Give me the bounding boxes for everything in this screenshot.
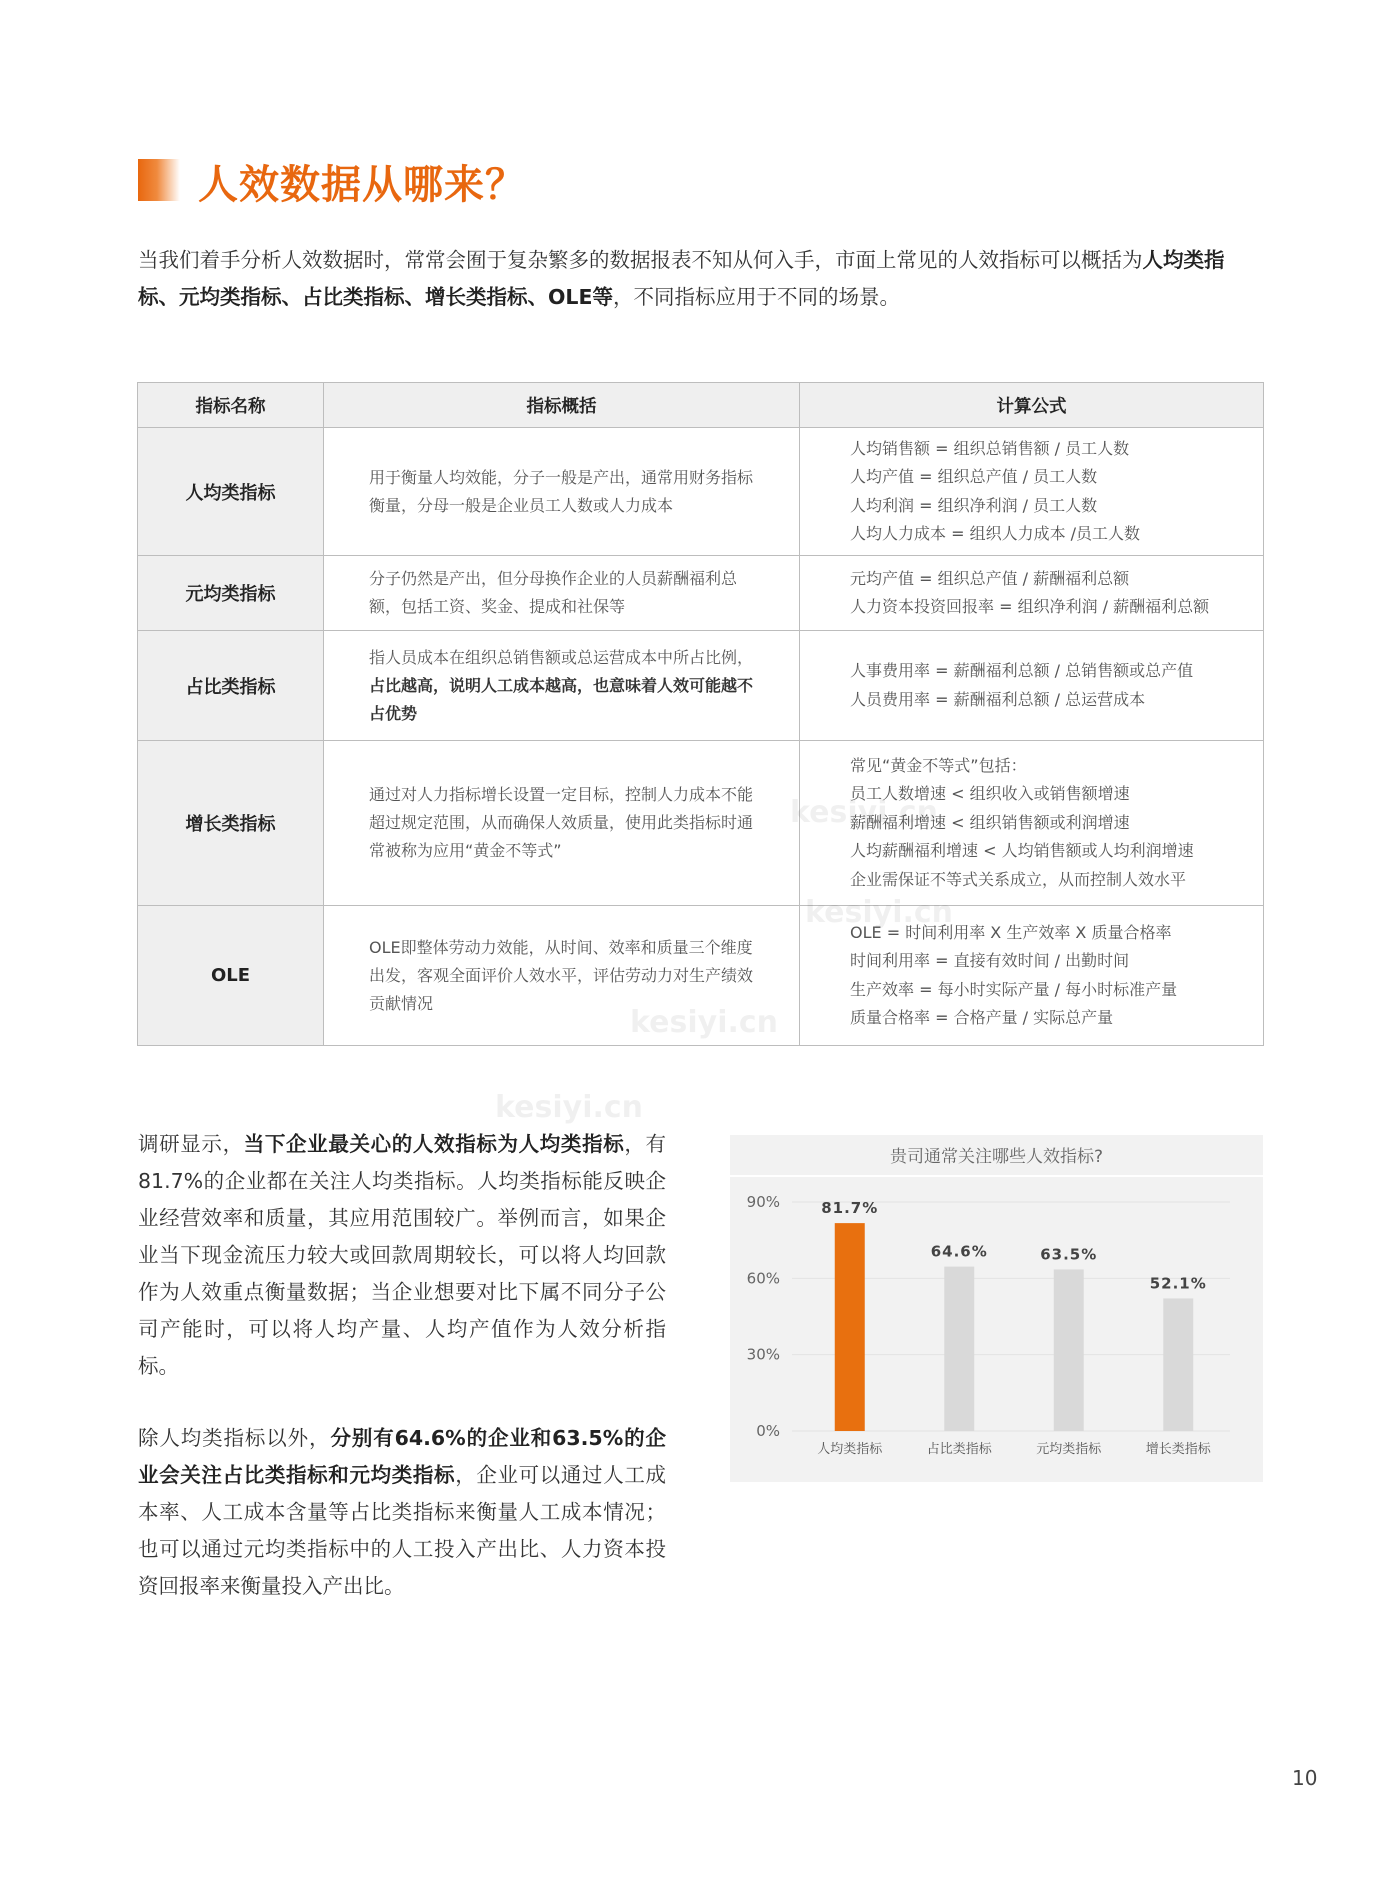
description-text: 分子仍然是产出，但分母换作企业的人员薪酬福利总额，包括工资、奖金、提成和社保等 bbox=[369, 569, 738, 616]
bar bbox=[1163, 1298, 1193, 1431]
y-tick-label: 0% bbox=[756, 1422, 780, 1440]
page-title: 人效数据从哪来？ bbox=[198, 162, 526, 208]
formula-line: 生产效率 = 每小时实际产量 / 每小时标准产量 bbox=[850, 979, 1178, 999]
metric-name-cell: 元均类指标 bbox=[138, 556, 324, 631]
description-text: 用于衡量人均效能，分子一般是产出，通常用财务指标衡量，分母一般是企业员工人数或人力成本 bbox=[369, 467, 754, 515]
para2-bold: 分别有64.6%的企业和63.5%的企业会关注占比类指标和元均类指标 bbox=[138, 1426, 666, 1487]
x-tick-label: 元均类指标 bbox=[1036, 1442, 1102, 1457]
description-text: OLE即整体劳动力效能，从时间、效率和质量三个维度出发，客观全面评价人效水平，评估劳动力对生产绩效贡献情况 bbox=[369, 937, 754, 1013]
survey-paragraph bbox=[138, 1126, 666, 1385]
metric-description-cell bbox=[324, 556, 800, 631]
y-tick-label: 30% bbox=[746, 1345, 780, 1364]
formula-line: 员工人数增速 < 组织收入或销售额增速 bbox=[850, 784, 1130, 804]
y-tick-label: 60% bbox=[746, 1269, 780, 1288]
metric-formula-cell bbox=[800, 906, 1264, 1046]
description-text: 指人员成本在组织总销售额或总运营成本中所占比例， bbox=[369, 647, 754, 667]
intro-paragraph bbox=[138, 242, 1263, 316]
x-tick-label: 占比类指标 bbox=[926, 1442, 992, 1457]
metric-description-cell bbox=[324, 906, 800, 1046]
table-row bbox=[138, 741, 1264, 906]
formula-line: 质量合格率 = 合格产量 / 实际总产量 bbox=[850, 1008, 1114, 1027]
table-row bbox=[138, 428, 1264, 556]
formula-line: 人均销售额 = 组织总销售额 / 员工人数 bbox=[850, 438, 1130, 458]
metric-formula-cell bbox=[800, 741, 1264, 906]
data-label: 52.1% bbox=[1149, 1274, 1207, 1293]
formula-line: 人力资本投资回报率 = 组织净利润 / 薪酬福利总额 bbox=[850, 597, 1210, 616]
x-tick-label: 人均类指标 bbox=[817, 1442, 883, 1457]
table-row bbox=[138, 631, 1264, 741]
formula-line: 人均薪酬福利增速 < 人均销售额或人均利润增速 bbox=[850, 841, 1194, 861]
para2-text-end: ，企业可以通过人工成本率、人工成本含量等占比类指标来衡量人工成本情况；也可以通过元均类指标中的人工投入产出比、人力资本投资回报率来衡量投入产出比。 bbox=[138, 1463, 666, 1598]
bar-chart bbox=[730, 1135, 1263, 1482]
watermark-text: kesiyi.cn bbox=[790, 795, 939, 830]
description-text: 占比越高，说明人工成本越高，也意味着人效可能越不占优势 bbox=[369, 675, 754, 723]
header-cell: 指标名称 bbox=[138, 383, 324, 428]
metric-name-cell: 增长类指标 bbox=[138, 741, 324, 906]
watermark-text: kesiyi.cn bbox=[495, 1090, 644, 1125]
para1-bold: 当下企业最关心的人效指标为人均类指标 bbox=[243, 1132, 625, 1156]
metric-name-cell: 占比类指标 bbox=[138, 631, 324, 741]
metric-formula-cell bbox=[800, 631, 1264, 741]
metric-description-cell bbox=[324, 631, 800, 741]
x-tick-label: 增长类指标 bbox=[1145, 1442, 1211, 1457]
formula-line: 元均产值 = 组织总产值 / 薪酬福利总额 bbox=[850, 568, 1130, 588]
bar bbox=[835, 1223, 865, 1431]
data-label: 63.5% bbox=[1040, 1245, 1098, 1264]
formula-line: 人事费用率 = 薪酬福利总额 / 总销售额或总产值 bbox=[850, 661, 1194, 680]
y-tick-label: 90% bbox=[746, 1193, 780, 1211]
bar bbox=[944, 1267, 974, 1431]
chart-canvas bbox=[730, 1135, 1263, 1482]
formula-line: 人均产值 = 组织总产值 / 员工人数 bbox=[850, 467, 1098, 486]
data-label: 81.7% bbox=[821, 1199, 879, 1218]
formula-line: 企业需保证不等式关系成立，从而控制人效水平 bbox=[850, 869, 1187, 889]
metric-formula-cell bbox=[800, 556, 1264, 631]
formula-line: 常见“黄金不等式”包括： bbox=[850, 755, 1027, 775]
formula-line: 人员费用率 = 薪酬福利总额 / 总运营成本 bbox=[850, 689, 1146, 709]
header-cell: 计算公式 bbox=[800, 383, 1264, 428]
metrics-table bbox=[137, 382, 1264, 1046]
watermark-text: kesiyi.cn bbox=[630, 1005, 779, 1040]
formula-line: 人均人力成本 = 组织人力成本 /员工人数 bbox=[850, 524, 1141, 543]
bar bbox=[1054, 1269, 1084, 1431]
intro-text: 当我们着手分析人效数据时，常常会囿于复杂繁多的数据报表不知从何入手，市面上常见的人效指标可以概括为 bbox=[138, 248, 1143, 272]
para2-text: 除人均类指标以外， bbox=[138, 1426, 331, 1450]
metric-name-cell: 人均类指标 bbox=[138, 428, 324, 556]
para1-text: 调研显示， bbox=[138, 1132, 244, 1156]
intro-text-end: ，不同指标应用于不同的场景。 bbox=[613, 285, 900, 309]
table-row bbox=[138, 556, 1264, 631]
formula-line: 薪酬福利增速 < 组织销售额或利润增速 bbox=[850, 812, 1130, 832]
header-cell: 指标概括 bbox=[324, 383, 800, 428]
data-label: 64.6% bbox=[930, 1242, 988, 1261]
formula-line: 人均利润 = 组织净利润 / 员工人数 bbox=[850, 495, 1098, 515]
intro-bold-text: 人均类指标、元均类指标、占比类指标、增长类指标、OLE等 bbox=[138, 248, 1225, 309]
watermark-text: kesiyi.cn bbox=[805, 895, 954, 930]
table-header-row bbox=[138, 383, 1264, 428]
formula-line: 时间利用率 = 直接有效时间 / 出勤时间 bbox=[850, 951, 1130, 970]
formula-line: OLE = 时间利用率 X 生产效率 X 质量合格率 bbox=[850, 922, 1172, 942]
metric-formula-cell bbox=[800, 428, 1264, 556]
metric-description-cell bbox=[324, 741, 800, 906]
para1-text-end: ，有81.7%的企业都在关注人均类指标。人均类指标能反映企业经营效率和质量，其应用范围较广。举例而言，如果企业当下现金流压力较大或回款周期较长，可以将人均回款作为人效重点衡量数据；当企业想要对比下属不同分子公司产能时，可以将人均产量、人均产值作为人效分析指标。 bbox=[138, 1132, 667, 1378]
chart-title: 贵司通常关注哪些人效指标? bbox=[889, 1147, 1104, 1167]
table-row bbox=[138, 906, 1264, 1046]
metric-name-cell: OLE bbox=[138, 906, 324, 1046]
secondary-paragraph bbox=[138, 1420, 666, 1605]
metric-description-cell bbox=[324, 428, 800, 556]
title-accent-bar bbox=[138, 159, 180, 201]
page-number: 10 bbox=[1292, 1766, 1318, 1790]
description-text: 通过对人力指标增长设置一定目标，控制人力成本不能超过规定范围，从而确保人效质量，使用此类指标时通常被称为应用“黄金不等式” bbox=[369, 785, 754, 860]
